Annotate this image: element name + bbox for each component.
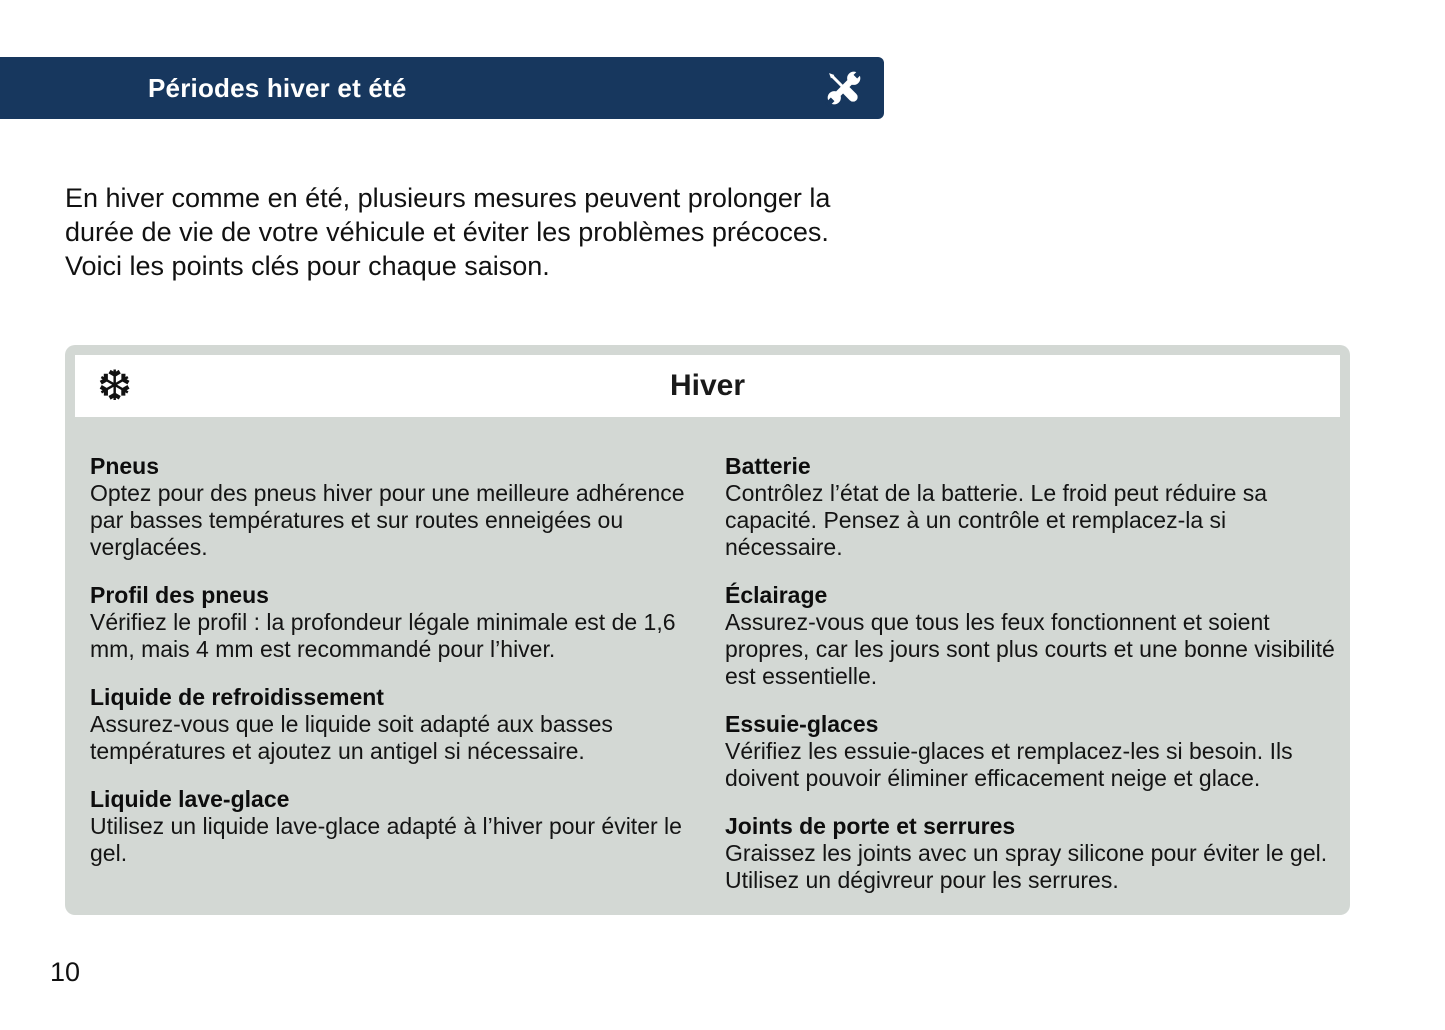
winter-card-header — [75, 355, 1340, 417]
chapter-header-bar — [0, 57, 884, 119]
tip-heading: Batterie — [725, 453, 811, 479]
tip-body: Contrôlez l’état de la batterie. Le froid peut réduire sa capacité. Pensez à un contrôle et remplacez-la si nécessaire. — [725, 480, 1268, 560]
tip-body: Utilisez un liquide lave-glace adapté à l’hiver pour éviter le gel. — [90, 813, 682, 866]
tip-heading: Liquide de refroidissement — [90, 684, 384, 710]
page-number: 10 — [50, 957, 81, 987]
tip-block-eclairage — [725, 582, 1335, 690]
tip-block-batterie — [725, 453, 1335, 561]
winter-left-column — [90, 453, 690, 915]
tools-icon — [822, 66, 866, 110]
tip-block-profil-des-pneus — [90, 582, 690, 663]
winter-card-title: Hiver — [669, 369, 746, 402]
tip-heading: Pneus — [90, 453, 160, 479]
tip-body: Vérifiez les essuie-glaces et remplacez-les si besoin. Ils doivent pouvoir éliminer efficacement neige et glace. — [725, 738, 1293, 791]
tip-heading: Profil des pneus — [90, 582, 269, 608]
winter-card-columns — [90, 453, 1335, 915]
tip-heading: Éclairage — [725, 582, 828, 608]
tip-block-liquide-lave-glace — [90, 786, 690, 867]
tip-body: Optez pour des pneus hiver pour une meilleure adhérence par basses températures et sur routes enneigées ou verglacées. — [90, 480, 685, 560]
winter-right-column — [725, 453, 1335, 915]
tip-block-essuie-glaces — [725, 711, 1335, 792]
chapter-title: Périodes hiver et été — [148, 72, 407, 103]
tip-block-pneus — [90, 453, 690, 561]
tip-body: Vérifiez le profil : la profondeur légale minimale est de 1,6 mm, mais 4 mm est recommandé pour l’hiver. — [90, 609, 676, 662]
tip-heading: Essuie-glaces — [725, 711, 879, 737]
tip-block-joints-serrures — [725, 813, 1335, 894]
snowflake-icon: ❆ — [97, 361, 133, 410]
intro-paragraph: En hiver comme en été, plusieurs mesures peuvent prolonger la durée de vie de votre véhicule et éviter les problèmes précoces. Voici les points clés pour chaque saison. — [65, 183, 831, 281]
tip-heading: Liquide lave-glace — [90, 786, 290, 812]
tip-heading: Joints de porte et serrures — [725, 813, 1016, 839]
tip-body: Assurez-vous que tous les feux fonctionnent et soient propres, car les jours sont plus courts et une bonne visibilité est essentielle. — [725, 609, 1335, 689]
winter-card — [65, 345, 1350, 915]
tip-block-liquide-refroidissement — [90, 684, 690, 765]
tip-body: Assurez-vous que le liquide soit adapté aux basses températures et ajoutez un antigel si nécessaire. — [90, 711, 613, 764]
tip-body: Graissez les joints avec un spray silicone pour éviter le gel. Utilisez un dégivreur pour les serrures. — [725, 840, 1328, 893]
